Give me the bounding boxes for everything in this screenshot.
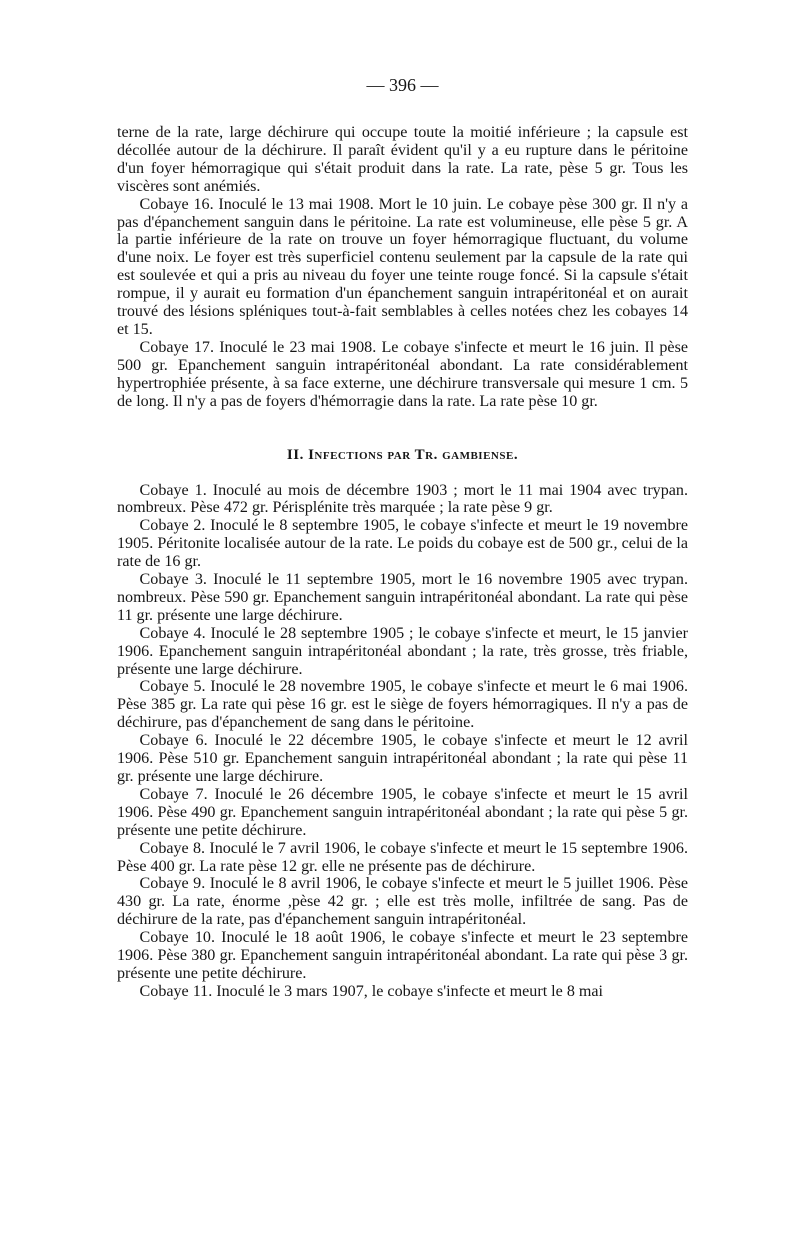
- paragraph-cobaye-3: Cobaye 3. Inoculé le 11 septembre 1905, mort le 16 novembre 1905 avec trypan. nombreux. Pèse 590 gr. Epanchement sanguin intrapéritonéal abondant. La rate qui pèse 11 gr. présente une large déchirure.: [117, 571, 688, 624]
- paragraph-cobaye-11: Cobaye 11. Inoculé le 3 mars 1907, le cobaye s'infecte et meurt le 8 mai: [139, 982, 604, 1000]
- paragraph-cobaye-2: Cobaye 2. Inoculé le 8 septembre 1905, le cobaye s'infecte et meurt le 19 novembre 1905. Péritonite localisée autour de la rate. Le poids du cobaye est de 500 gr., celui de la rate de 16 gr.: [117, 517, 688, 571]
- paragraph-cobaye-16: Cobaye 16. Inoculé le 13 mai 1908. Mort le 10 juin. Le cobaye pèse 300 gr. Il n'y a pas d'épanchement sanguin dans le péritoine. La rate est volumineuse, elle pèse 5 gr. A la partie inférieure de la rate on trouve un foyer hémorragique fluctuant, du volume d'une noix. Le foyer est très superficiel contenu seulement par la capsule de la rate qui est soulevée et qui a pris au niveau du foyer une teinte rouge foncé. Si la capsule s'était rompue, il y aurait eu formation d'un épanchement sanguin intrapéritonéal et on aurait trouvé des lésions spléniques tout-à-fait semblables à celles notées chez les cobayes 14 et 15.: [117, 195, 688, 338]
- paragraph-cobaye-8: Cobaye 8. Inoculé le 7 avril 1906, le cobaye s'infecte et meurt le 15 septembre 1906. Pèse 400 gr. La rate pèse 12 gr. elle ne présente pas de déchirure.: [117, 839, 688, 875]
- first-text-block: [117, 124, 688, 411]
- second-text-block: [117, 482, 688, 1001]
- paragraph-cobaye-6: Cobaye 6. Inoculé le 22 décembre 1905, le cobaye s'infecte et meurt le 12 avril 1906. Pèse 510 gr. Epanchement sanguin intrapéritonéal abondant ; la rate qui pèse 11 gr. présente une large déchirure.: [117, 732, 688, 785]
- paragraph-cobaye-5: Cobaye 5. Inoculé le 28 novembre 1905, le cobaye s'infecte et meurt le 6 mai 1906. Pèse 385 gr. La rate qui pèse 16 gr. est le siège de foyers hémorragiques. Il n'y a pas de déchirure, pas d'épanchement de sang dans le péritoine.: [117, 678, 688, 732]
- paragraph-cobaye-4: Cobaye 4. Inoculé le 28 septembre 1905 ; le cobaye s'infecte et meurt, le 15 janvier 1906. Epanchement sanguin intrapéritonéal abondant ; la rate, très grosse, très friable, présente une large déchirure.: [117, 624, 688, 678]
- paragraph-cobaye-9: Cobaye 9. Inoculé le 8 avril 1906, le cobaye s'infecte et meurt le 5 juillet 1906. Pèse 430 gr. La rate, énorme ,pèse 42 gr. ; elle est très molle, infiltrée de sang. Pas de déchirure de la rate, pas d'épanchement sanguin intrapéritonéal.: [117, 875, 688, 929]
- page-number: — 396 —: [366, 75, 439, 95]
- section-heading: II. Infections par Tr. gambiense.: [286, 446, 519, 463]
- paragraph-cobaye-17: Cobaye 17. Inoculé le 23 mai 1908. Le cobaye s'infecte et meurt le 16 juin. Il pèse 500 gr. Epanchement sanguin intrapéritonéal abondant. La rate considérablement hypertrophiée présente, à sa face externe, une déchirure transversale qui mesure 1 cm. 5 de long. Il n'y a pas de foyers d'hémorragie dans la rate. La rate pèse 10 gr.: [117, 338, 688, 410]
- document-page: [117, 74, 688, 1001]
- paragraph-cobaye-1: Cobaye 1. Inoculé au mois de décembre 1903 ; mort le 11 mai 1904 avec trypan. nombreux. Pèse 472 gr. Périsplénite très marquée ; la rate pèse 9 gr.: [117, 481, 688, 517]
- paragraph-cobaye-10: Cobaye 10. Inoculé le 18 août 1906, le cobaye s'infecte et meurt le 23 septembre 1906. Pèse 380 gr. Epanchement sanguin intrapéritonéal abondant. La rate qui pèse 3 gr. présente une petite déchirure.: [117, 929, 688, 982]
- paragraph-cobaye-7: Cobaye 7. Inoculé le 26 décembre 1905, le cobaye s'infecte et meurt le 15 avril 1906. Pèse 490 gr. Epanchement sanguin intrapéritonéal abondant ; la rate qui pèse 5 gr. présente une petite déchirure.: [117, 785, 688, 839]
- paragraph-continuation: terne de la rate, large déchirure qui occupe toute la moitié inférieure ; la capsule est décollée autour de la déchirure. Il paraît évident qu'il y a eu rupture dans le péritoine d'un foyer hémorragique qui s'était produit dans la rate. La rate, pèse 5 gr. Tous les viscères sont anémiés.: [117, 124, 688, 195]
